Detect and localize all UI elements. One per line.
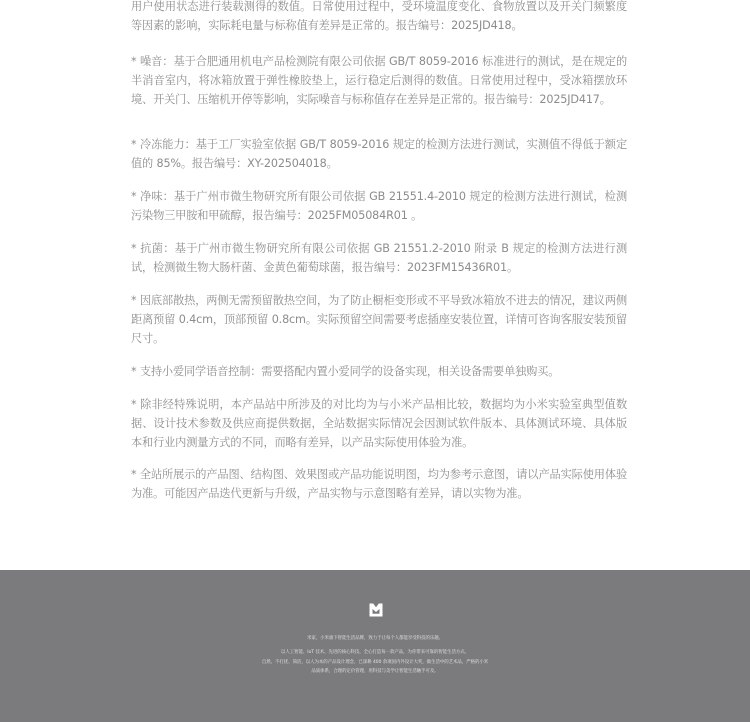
note-noise: * 噪音：基于合肥通用机电产品检测院有限公司依据 GB/T 8059-2016 标准进行的测试，是在规定的半消音室内，将冰箱放置于弹性橡胶垫上，运行稳定后测得的数值。日常使用过程中，受冰箱摆放环境、开关门、压缩机开停等影响，实际噪音与标称值存在差异是正常的。报告编号：2025JD417。 [131,55,627,106]
note-installation-space: * 因底部散热，两侧无需预留散热空间，为了防止橱柜变形或不平导致冰箱放不进去的情况，建议两侧距离预留 0.4cm，顶部预留 0.8cm。实际预留空间需要考虑插座安装位置，详情可咨询客服安装预留尺寸。 [131,294,627,345]
note-product-images: * 全站所展示的产品图、结构图、效果图或产品功能说明图，均为参考示意图，请以产品实际使用体验为准。可能因产品迭代更新与升级，产品实物与示意图略有差异，请以实物为准。 [131,468,627,500]
note-freezing-capacity: * 冷冻能力：基于工厂实验室依据 GB/T 8059-2016 规定的检测方法进行测试，实测值不得低于额定值的 85%。报告编号：XY-202504018。 [131,138,627,170]
note-comparison-data: * 除非经特殊说明，本产品站中所涉及的对比均为与小米产品相比较，数据均为小米实验室典型值数据、设计技术参数及供应商提供数据，全站数据实际情况会因测试软件版本、具体测试环境、具体版本和行业内测量方式的不同，而略有差异，以产品实际使用体验为准。 [131,398,627,449]
brand-footer [0,570,750,722]
note-antibacterial: * 抗菌：基于广州市微生物研究所有限公司依据 GB 21551.2-2010 附录 B 规定的检测方法进行测试，检测微生物大肠杆菌、金黄色葡萄球菌，报告编号：2023FM15436R01。 [131,242,627,274]
footer-tagline: 米家，小米旗下智能生活品牌，致力于让每个人都能享受科技的乐趣。 [306,636,444,641]
footer-description-2: 自然、不打扰、简洁，以人为本的产品设计理念，已深耕 400 余项国内外设计大奖，做生活中的艺术品，严格的小米 [261,660,489,665]
note-deodorization: * 净味：基于广州市微生物研究所有限公司依据 GB 21551.4-2010 规定的检测方法进行测试，检测污染物三甲胺和甲硫醇，报告编号：2025FM05084R01 。 [131,190,627,222]
note-voice-control: * 支持小爱同学语音控制：需要搭配内置小爱同学的设备实现，相关设备需要单独购买。 [131,365,560,378]
mijia-logo-icon [367,601,385,619]
note-energy-consumption: 用户使用状态进行装载测得的数值。日常使用过程中，受环境温度变化、食物放置以及开关门频繁度等因素的影响，实际耗电量与标称值有差异是正常的。报告编号：2025JD418。 [131,0,627,32]
footer-description-1: 以人工智能、IoT 技术、先进的核心科技，全心打造每一款产品，为你带来可靠的智能生活方式。 [280,650,470,655]
footer-description-3: 品质体系，合理的定价管理，用科技与美学让智能生活触手可及。 [311,669,439,674]
